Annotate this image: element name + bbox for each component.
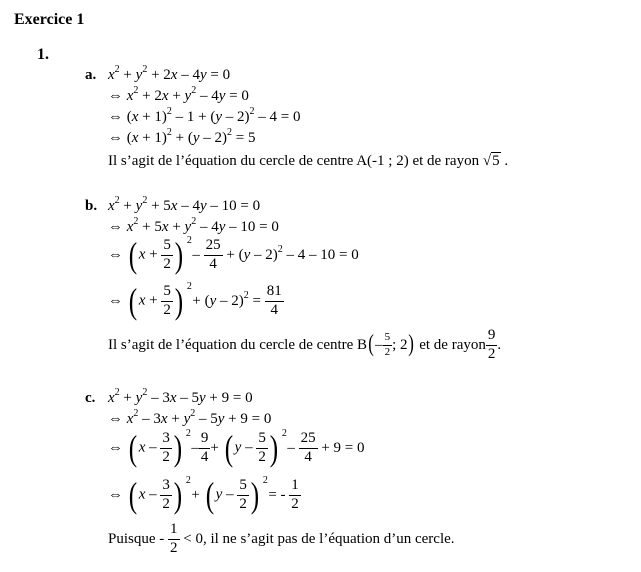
part-b-line4: ⇔ ( x + $\frac{5}{2}$ ) 2 + (y – 2)$^2$ = $\frac{81}{4}$ bbox=[108, 281, 282, 322]
sqrt-five: √5 bbox=[482, 153, 500, 169]
part-a-conclusion-text: Il s’agit de l’équation du cercle de centre A(-1 ; 2) et de rayon bbox=[108, 153, 480, 169]
part-c-line4: ⇔ ( x – $\frac{3}{2}$ ) 2 + ( y – $\frac{5}{2}$ ) 2 = - $\frac{1}{2}$ bbox=[108, 475, 299, 516]
question-number: 1. bbox=[37, 46, 49, 63]
part-a-line4: ⇔ $(x + 1)^2 + (y - 2)^2 = 5$ bbox=[108, 127, 256, 146]
part-b-line1: $x^2 + y^2 + 5x - 4y - 10 = 0$ bbox=[108, 195, 261, 214]
part-a-conclusion: Il s’agit de l’équation du cercle de centre A(-1 ; 2) et de rayon √5 . bbox=[108, 153, 509, 169]
part-a-label: a. bbox=[85, 67, 97, 83]
part-c-line2: ⇔ $x^2 - 3x + y^2 - 5y + 9 = 0$ bbox=[108, 408, 272, 427]
part-c-line3: ⇔ ( x – $\frac{3}{2}$ ) 2 – $\frac{9}{4}$ + ( y – $\frac{5}{2}$ ) 2 – $\frac{25}{4}$ + 9 = 0 bbox=[108, 428, 365, 469]
part-b-line3: ⇔ ( x + $\frac{5}{2}$ ) 2 – $\frac{25}{4}$ + (y – 2)$^2$ – 4 – 10 = 0 bbox=[108, 235, 359, 276]
part-c-conclusion: Puisque - $\frac{1}{2}$ < 0, il ne s’agit pas de l’équation d’un cercle. bbox=[108, 521, 455, 556]
exercise-title: Exercice 1 bbox=[14, 11, 85, 28]
part-c-line1: $x^2 + y^2 - 3x - 5y + 9 = 0$ bbox=[108, 387, 253, 406]
part-a-line3: ⇔ $(x + 1)^2 - 1 + (y - 2)^2 - 4 = 0$ bbox=[108, 106, 301, 125]
part-b-line2: ⇔ $x^2 + 5x + y^2 - 4y - 10 = 0$ bbox=[108, 216, 279, 235]
part-c-label: c. bbox=[85, 390, 96, 406]
part-a-line2: ⇔ $x^2 + 2x + y^2 - 4y = 0$ bbox=[108, 85, 249, 104]
part-b-conclusion: Il s’agit de l’équation du cercle de centre B(– $\frac{5}{2}$ ; 2) et de rayon $\frac{9}{2}$ . bbox=[108, 327, 502, 362]
part-a-line1: $x^2 + y^2 + 2x - 4y = 0$ bbox=[108, 64, 231, 83]
part-b-label: b. bbox=[85, 198, 98, 214]
